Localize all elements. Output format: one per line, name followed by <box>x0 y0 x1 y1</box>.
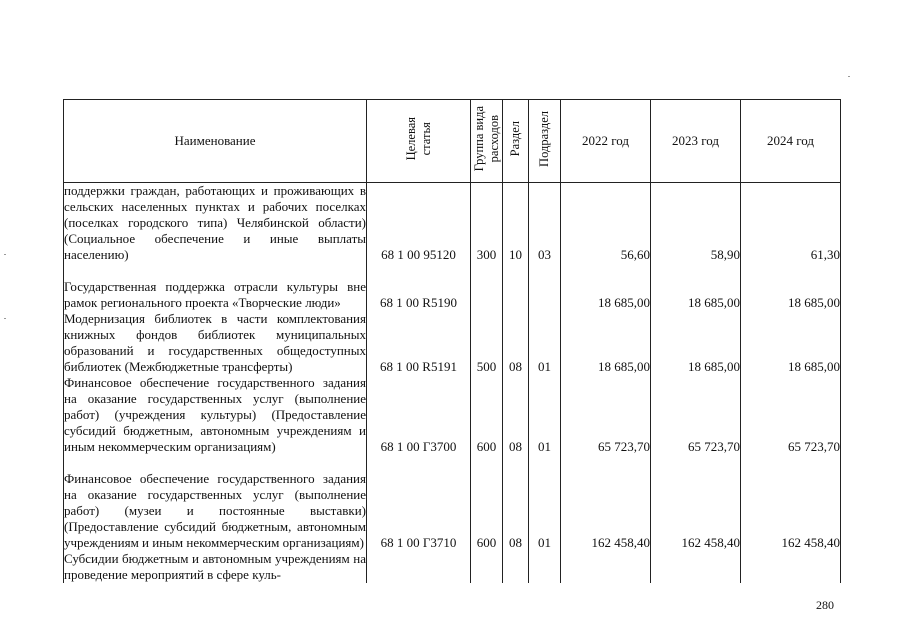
budget-table <box>63 99 841 583</box>
row-name: Финансовое обеспечение государственного задания на оказание государственных услуг (выполнение работ) (учреждения культуры) (Предоставление субсидий бюджетным, автономным учреждениям и иным некоммерческим организациям) <box>64 375 366 454</box>
row-code: 68 1 00 Г3700 <box>367 375 471 455</box>
row-section: 08 <box>503 455 529 551</box>
table-row <box>64 183 841 264</box>
header-subsection: Подраздел <box>529 100 561 183</box>
row-name: Модернизация библиотек в части комплектования книжных фондов библиотек муниципальных образований и государственных общедоступных библиотек (Межбюджетные трансферты) <box>64 311 366 374</box>
row-2023 <box>651 551 741 583</box>
row-2024: 18 685,00 <box>741 263 841 311</box>
page-number: 280 <box>816 598 834 612</box>
row-code: 68 1 00 R5191 <box>367 311 471 375</box>
row-2024: 162 458,40 <box>741 455 841 551</box>
scan-speck <box>4 254 6 255</box>
row-2022: 18 685,00 <box>561 311 651 375</box>
header-target-article: Целевая статья <box>367 100 471 183</box>
row-code: 68 1 00 95120 <box>367 183 471 264</box>
row-2023: 58,90 <box>651 183 741 264</box>
row-code: 68 1 00 R5190 <box>367 263 471 311</box>
row-subsection <box>529 263 561 311</box>
table-row <box>64 551 841 583</box>
row-name: Государственная поддержка отрасли культуры вне рамок регионального проекта «Творческие люди» <box>64 263 367 311</box>
row-2022: 18 685,00 <box>561 263 651 311</box>
table-header-row <box>64 100 841 183</box>
row-section: 08 <box>503 311 529 375</box>
scan-speck <box>4 318 6 319</box>
row-2022: 65 723,70 <box>561 375 651 455</box>
header-2023: 2023 год <box>651 100 741 183</box>
row-code: 68 1 00 Г3710 <box>367 455 471 551</box>
table-row <box>64 375 841 455</box>
row-group: 600 <box>471 455 503 551</box>
row-subsection: 03 <box>529 183 561 264</box>
row-2023: 162 458,40 <box>651 455 741 551</box>
row-2024: 65 723,70 <box>741 375 841 455</box>
row-2022: 56,60 <box>561 183 651 264</box>
row-2022 <box>561 551 651 583</box>
row-2022: 162 458,40 <box>561 455 651 551</box>
row-name: поддержки граждан, работающих и проживающих в сельских населенных пунктах и рабочих поселках (поселках городского типа) Челябинской области) (Социальное обеспечение и иные выплаты населению) <box>64 183 366 262</box>
table-row <box>64 263 841 311</box>
row-subsection <box>529 551 561 583</box>
row-group <box>471 551 503 583</box>
row-section: 08 <box>503 375 529 455</box>
header-name: Наименование <box>64 100 367 183</box>
row-section: 10 <box>503 183 529 264</box>
header-2024: 2024 год <box>741 100 841 183</box>
row-name: Финансовое обеспечение государственного задания на оказание государственных услуг (выполнение работ) (музеи и постоянные выставки) (Предоставление субсидий бюджетным, автономным учреждениям и иным некоммерческим организациям) <box>64 455 367 551</box>
row-2023: 18 685,00 <box>651 263 741 311</box>
row-subsection: 01 <box>529 311 561 375</box>
row-2024 <box>741 551 841 583</box>
header-expense-group: Группа вида расходов <box>471 100 503 183</box>
row-subsection: 01 <box>529 375 561 455</box>
row-subsection: 01 <box>529 455 561 551</box>
header-section: Раздел <box>503 100 529 183</box>
header-2022: 2022 год <box>561 100 651 183</box>
row-code <box>367 551 471 583</box>
row-2024: 61,30 <box>741 183 841 264</box>
table-row <box>64 311 841 375</box>
row-2024: 18 685,00 <box>741 311 841 375</box>
table-row <box>64 455 841 551</box>
row-group: 300 <box>471 183 503 264</box>
row-name: Субсидии бюджетным и автономным учреждениям на проведение мероприятий в сфере куль- <box>64 551 366 582</box>
scan-speck <box>848 76 850 77</box>
row-group <box>471 263 503 311</box>
row-group: 600 <box>471 375 503 455</box>
row-2023: 18 685,00 <box>651 311 741 375</box>
row-section <box>503 551 529 583</box>
row-2023: 65 723,70 <box>651 375 741 455</box>
row-section <box>503 263 529 311</box>
row-group: 500 <box>471 311 503 375</box>
